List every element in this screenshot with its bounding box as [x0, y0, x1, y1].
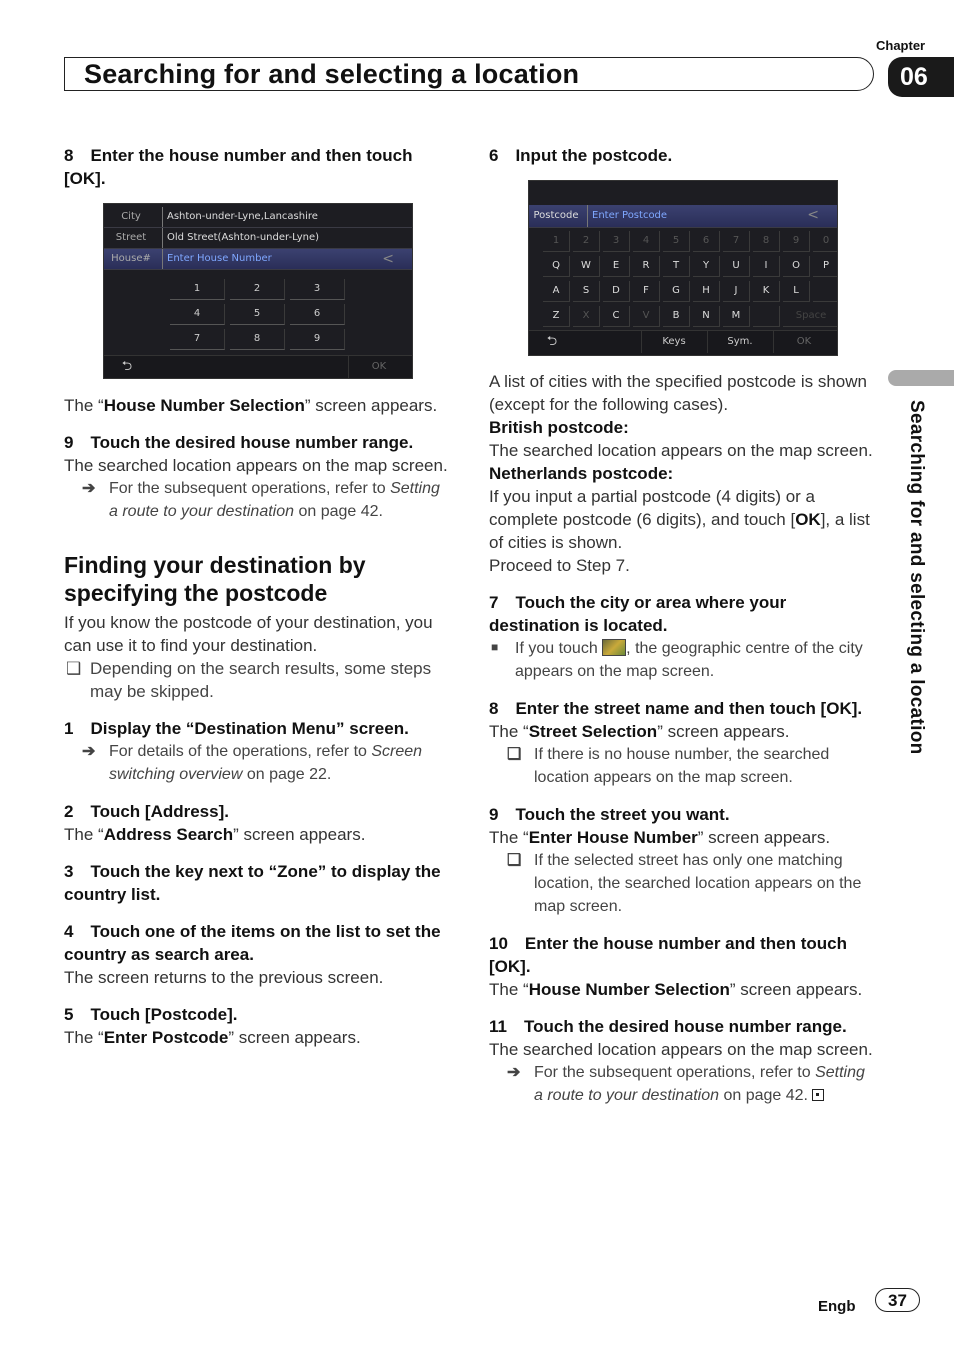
step-9-title: 9 Touch the street you want. — [489, 805, 730, 824]
ok-key: OK — [348, 356, 409, 378]
keyboard-key: A — [543, 281, 570, 302]
step-10-body: The “House Number Selection” screen appears. — [489, 980, 863, 999]
keyboard-key — [753, 306, 780, 327]
step-9-body: The “Enter House Number” screen appears. — [489, 828, 831, 847]
screen-appears-text: The “House Number Selection” screen appears. — [64, 396, 438, 415]
left-column-body — [64, 394, 452, 1049]
keyboard-key: Z — [543, 306, 570, 327]
keyboard-key: 8 — [753, 231, 780, 252]
page-title: Searching for and selecting a location — [84, 59, 580, 89]
row-value: Old Street(Ashton-under-Lyne) — [162, 228, 319, 248]
keyboard-key: X — [573, 306, 600, 327]
keyboard-key: N — [693, 306, 720, 327]
keyboard-key: 0 — [813, 231, 838, 252]
keyboard-key: K — [753, 281, 780, 302]
netherlands-body: If you input a partial postcode (4 digits) or a complete postcode (6 digits), and touch [OK], a list of cities is shown. — [489, 487, 870, 552]
step-1-title: 1 Display the “Destination Menu” screen. — [64, 719, 409, 738]
map-icon — [602, 639, 626, 656]
number-key: 8 — [230, 329, 285, 350]
row-value: Ashton-under-Lyne,Lancashire — [162, 207, 318, 227]
keyboard-key: 9 — [783, 231, 810, 252]
row-value: Enter House Number — [162, 249, 272, 269]
back-icon: ⮌ — [121, 359, 133, 374]
postcode-row — [529, 205, 837, 228]
number-key: 9 — [290, 329, 345, 350]
row-key: City — [121, 211, 141, 222]
step-5-body: The “Enter Postcode” screen appears. — [64, 1028, 361, 1047]
keyboard-key: 4 — [633, 231, 660, 252]
house-number-screenshot — [103, 203, 413, 379]
keyboard-key: 5 — [663, 231, 690, 252]
street-row — [104, 228, 412, 249]
back-icon: ⮌ — [546, 334, 558, 349]
step-2-title: 2 Touch [Address]. — [64, 802, 229, 821]
step-9-note: ➔ For the subsequent operations, refer to Setting a route to your destination on page 42. — [64, 477, 452, 523]
step-11-title: 11 Touch the desired house number range. — [489, 1017, 847, 1036]
keyboard-key: D — [603, 281, 630, 302]
step-2-body: The “Address Search” screen appears. — [64, 825, 366, 844]
checkbox-icon: ❑ — [507, 746, 522, 763]
checkbox-icon: ❑ — [66, 659, 82, 678]
keyboard-key: S — [573, 281, 600, 302]
row-value: Enter Postcode — [587, 205, 667, 227]
house-number-row — [104, 249, 412, 270]
keyboard-key: C — [603, 306, 630, 327]
step-7-title: 7 Touch the city or area where your destination is located. — [489, 593, 787, 635]
page-number: 37 — [875, 1288, 920, 1312]
bullet-icon: ■ — [491, 640, 499, 654]
right-column-top — [489, 144, 877, 167]
chapter-label: Chapter — [876, 38, 926, 53]
number-key: 5 — [230, 304, 285, 325]
keyboard-key: Y — [693, 256, 720, 277]
keyboard-key: R — [633, 256, 660, 277]
keyboard-key: P — [813, 256, 838, 277]
section-heading: Finding your destination by specifying the postcode — [64, 552, 366, 606]
step-1-note: ➔ For details of the operations, refer to Screen switching overview on page 22. — [64, 740, 452, 786]
left-column — [64, 144, 452, 190]
sym-button: Sym. — [707, 331, 772, 353]
keyboard-key: V — [633, 306, 660, 327]
intro-note: ❑ Depending on the search results, some steps may be skipped. — [66, 659, 432, 701]
note-arrow-icon: ➔ — [507, 1064, 521, 1081]
row-key: Street — [115, 232, 147, 243]
step-8-body: The “Street Selection” screen appears. — [489, 722, 790, 741]
side-tab — [888, 370, 954, 386]
step-7-bullet: ■ If you touch , the geographic centre of the city appears on the map screen. — [489, 637, 877, 683]
number-key: 3 — [290, 279, 345, 300]
note-arrow-icon: ➔ — [82, 743, 96, 760]
step-6-title: 6 Input the postcode. — [489, 146, 673, 165]
step-3-title: 3 Touch the key next to “Zone” to display the country list. — [64, 862, 441, 904]
proceed-text: Proceed to Step 7. — [489, 556, 630, 575]
number-key: 1 — [170, 279, 225, 300]
keyboard-key: E — [603, 256, 630, 277]
keyboard-key: M — [723, 306, 750, 327]
note-arrow-icon: ➔ — [82, 480, 96, 497]
keyboard-key: H — [693, 281, 720, 302]
side-title: Searching for and selecting a location — [906, 400, 927, 755]
row-key: Postcode — [533, 210, 579, 221]
right-column-body — [489, 370, 877, 1107]
number-key: 2 — [230, 279, 285, 300]
postcode-screenshot — [528, 180, 838, 356]
number-key: 4 — [170, 304, 225, 325]
step-10-title: 10 Enter the house number and then touch [OK]. — [489, 934, 847, 976]
keyboard-key: B — [663, 306, 690, 327]
keyboard-key: Q — [543, 256, 570, 277]
row-key: House# — [111, 253, 151, 264]
keyboard-key: Space — [783, 306, 838, 327]
keys-button: Keys — [641, 331, 706, 353]
keyboard-key: U — [723, 256, 750, 277]
keyboard-key — [813, 281, 838, 302]
keyboard-key: G — [663, 281, 690, 302]
step-8-note: ❑ If there is no house number, the searched location appears on the map screen. — [489, 743, 877, 789]
keyboard-key: O — [783, 256, 810, 277]
keyboard-key: T — [663, 256, 690, 277]
step-9-body: The searched location appears on the map screen. — [64, 456, 448, 475]
number-key: 7 — [170, 329, 225, 350]
cities-list-text: A list of cities with the specified postcode is shown (except for the following cases). — [489, 372, 867, 414]
back-arrow-icon: < — [382, 251, 394, 267]
keyboard-key: 2 — [573, 231, 600, 252]
keyboard-key: J — [723, 281, 750, 302]
step-8-title: 8 Enter the house number and then touch [OK]. — [64, 146, 413, 188]
back-arrow-icon: < — [807, 207, 819, 223]
keyboard-key: F — [633, 281, 660, 302]
keyboard-key: 3 — [603, 231, 630, 252]
step-9-title: 9 Touch the desired house number range. — [64, 433, 414, 452]
keyboard-key: 7 — [723, 231, 750, 252]
keyboard-key: I — [753, 256, 780, 277]
chapter-number-badge: 06 — [888, 57, 954, 97]
intro-text: If you know the postcode of your destination, you can use it to find your destination. — [64, 613, 433, 655]
keyboard-key: W — [573, 256, 600, 277]
bottom-bar — [529, 330, 837, 355]
step-11-body: The searched location appears on the map screen. — [489, 1040, 873, 1059]
step-4-title: 4 Touch one of the items on the list to set the country as search area. — [64, 922, 441, 964]
step-9-note: ❑ If the selected street has only one matching location, the searched location appears on the map screen. — [489, 849, 877, 918]
keyboard-key: 6 — [693, 231, 720, 252]
british-heading: British postcode: — [489, 418, 629, 437]
bottom-bar — [104, 355, 412, 378]
city-row — [104, 207, 412, 228]
language-code: Engb — [818, 1298, 856, 1315]
british-body: The searched location appears on the map screen. — [489, 441, 873, 460]
step-11-note: ➔ For the subsequent operations, refer to Setting a route to your destination on page 42. — [489, 1061, 877, 1107]
step-8-title: 8 Enter the street name and then touch [OK]. — [489, 699, 863, 718]
keyboard-key: 1 — [543, 231, 570, 252]
keyboard-key: L — [783, 281, 810, 302]
step-5-title: 5 Touch [Postcode]. — [64, 1005, 238, 1024]
checkbox-icon: ❑ — [507, 852, 522, 869]
ok-key: OK — [773, 331, 834, 353]
netherlands-heading: Netherlands postcode: — [489, 464, 674, 483]
end-mark-icon — [812, 1089, 824, 1101]
number-key: 6 — [290, 304, 345, 325]
keyboard-key — [813, 306, 838, 327]
step-4-body: The screen returns to the previous screen. — [64, 968, 384, 987]
